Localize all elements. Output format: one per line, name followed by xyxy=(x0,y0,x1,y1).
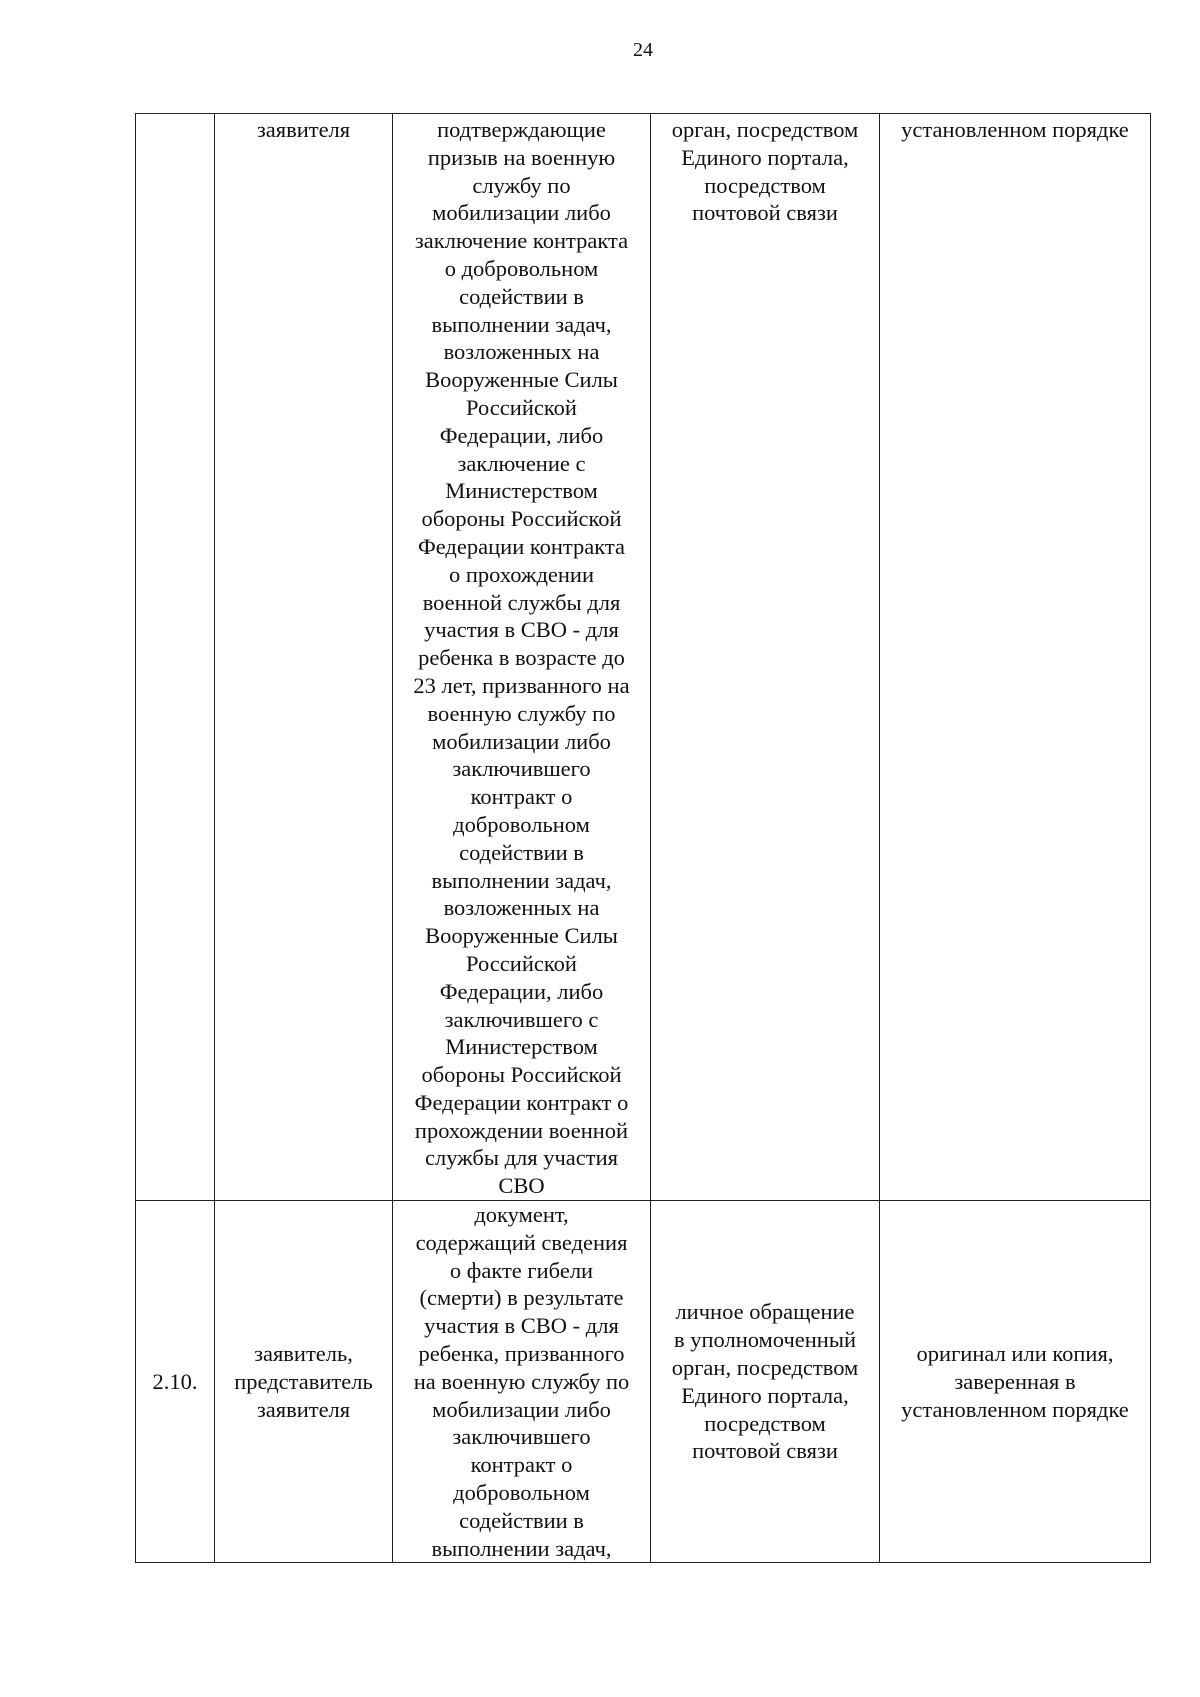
row-number-cell: 2.10. xyxy=(136,1201,215,1563)
document-table xyxy=(135,113,1151,1563)
table-row xyxy=(136,1201,1151,1563)
submission-method-cell: личное обращение в уполномоченный орган, посредством Единого портала, посредством почтовой связи xyxy=(651,1201,880,1563)
applicant-cell: заявителя xyxy=(215,114,393,1201)
document-form-cell: оригинал или копия, заверенная в установленном порядке xyxy=(880,1201,1151,1563)
applicant-cell: заявитель, представитель заявителя xyxy=(215,1201,393,1563)
table-row xyxy=(136,114,1151,1201)
row-number-cell xyxy=(136,114,215,1201)
document-cell: документ, содержащий сведения о факте гибели (смерти) в результате участия в СВО - для ребенка, призванного на военную службу по мобилизации либо заключившего контракт о добровольном содействии в выполнении задач, xyxy=(393,1201,651,1563)
submission-method-cell: орган, посредством Единого портала, посредством почтовой связи xyxy=(651,114,880,1201)
document-cell: подтверждающие призыв на военную службу по мобилизации либо заключение контракта о добровольном содействии в выполнении задач, возложенных на Вооруженные Силы Российской Федерации, либо заключение с Министерством обороны Российской Федерации контракта о прохождении военной службы для участия в СВО - для ребенка в возрасте до 23 лет, призванного на военную службу по мобилизации либо заключившего контракт о добровольном содействии в выполнении задач, возложенных на Вооруженные Силы Российской Федерации, либо заключившего с Министерством обороны Российской Федерации контракт о прохождении военной службы для участия СВО xyxy=(393,114,651,1201)
document-form-cell: установленном порядке xyxy=(880,114,1151,1201)
page-number: 24 xyxy=(633,39,653,61)
